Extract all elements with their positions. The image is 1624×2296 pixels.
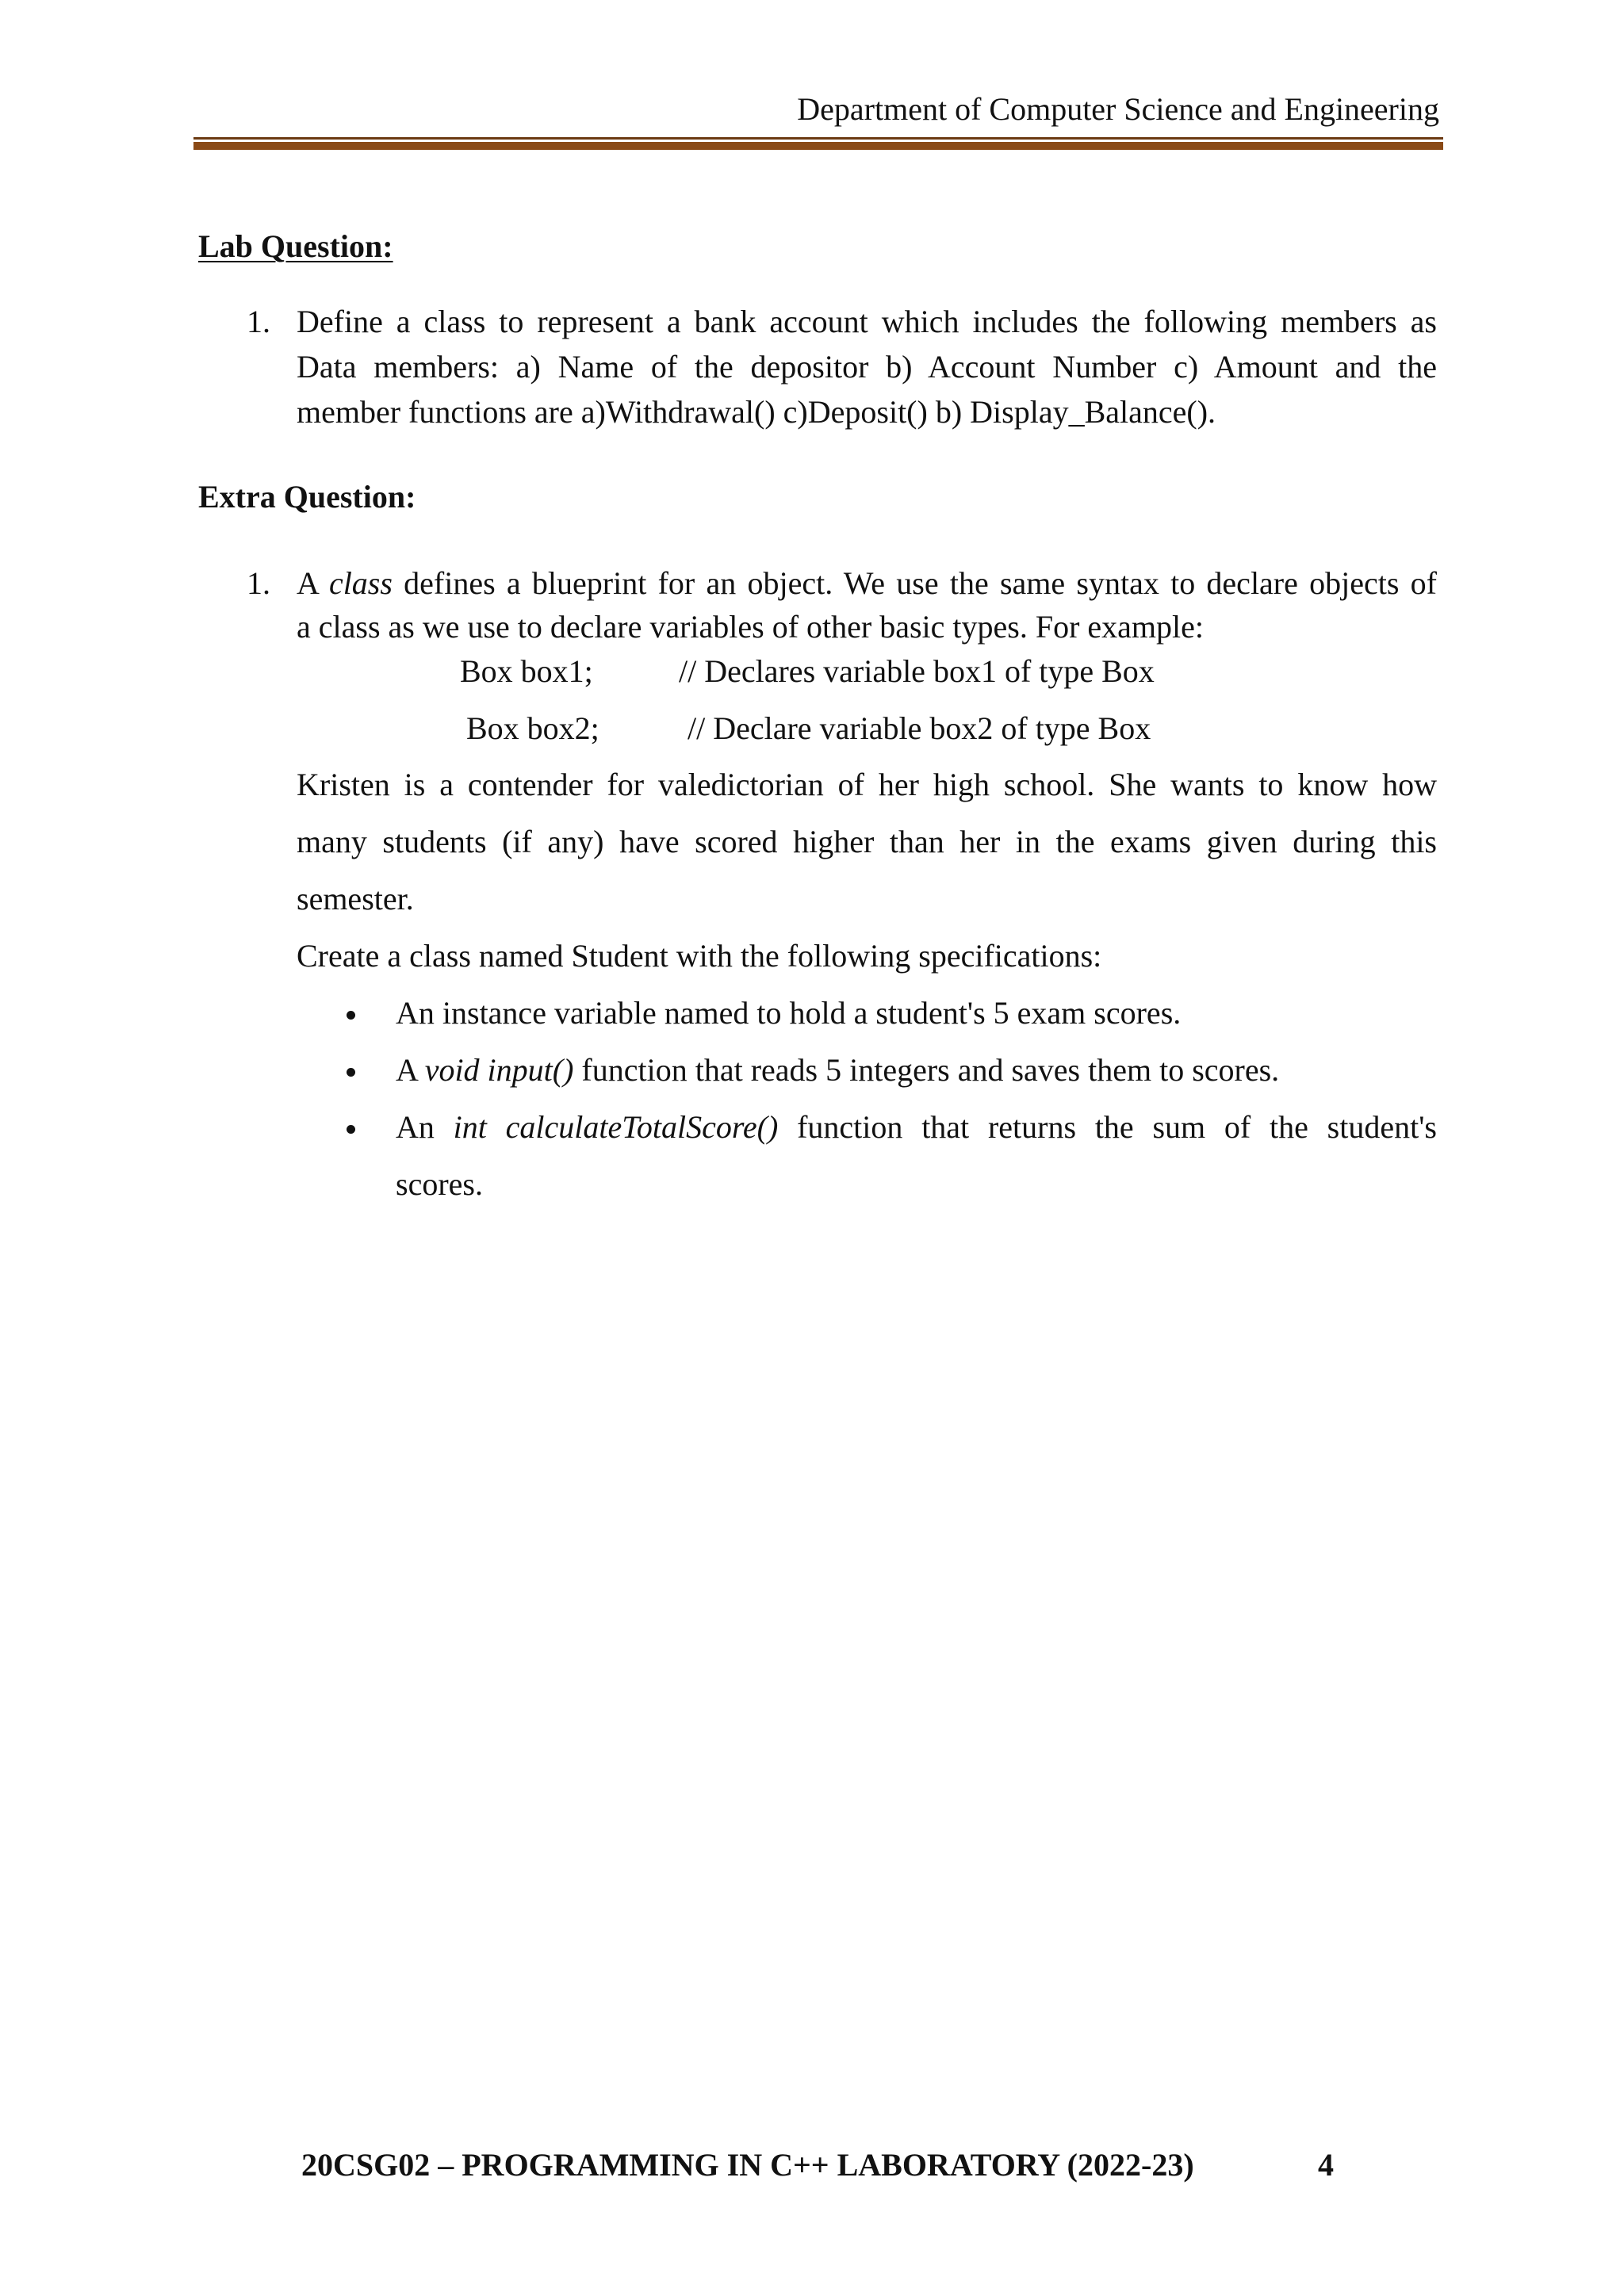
bullet-item-1: An instance variable named to hold a student's 5 exam scores. (396, 995, 1182, 1031)
calculate-total-score-function: int calculateTotalScore() (453, 1109, 779, 1145)
bullet-item-3-line-2: scores. (396, 1166, 483, 1202)
code-line-2-code: Box box2; (466, 710, 599, 746)
extra-question-heading: Extra Question: (198, 479, 416, 515)
bullet-item-2: A void input() function that reads 5 integers and saves them to scores. (396, 1052, 1280, 1088)
code-line-2-comment: // Declare variable box2 of type Box (688, 710, 1151, 746)
bullet-item-3-line-1: An int calculateTotalScore() function that returns the sum of the student's (396, 1109, 1438, 1145)
extra-item-number: 1. (247, 565, 270, 601)
bullet-dot (347, 1011, 355, 1020)
page-footer-course: 20CSG02 – PROGRAMMING IN C++ LABORATORY (2022-23) (301, 2147, 1194, 2183)
lab-item-line: Data members: a) Name of the depositor b) Account Number c) Amount and the (297, 349, 1437, 385)
page-header: Department of Computer Science and Engineering (797, 91, 1439, 127)
paragraph-line: semester. (297, 881, 414, 916)
class-keyword: class (328, 565, 393, 601)
page-number: 4 (1318, 2147, 1334, 2183)
void-input-function: void input() (424, 1052, 574, 1088)
header-rule-thick (193, 142, 1443, 150)
code-line-1-code: Box box1; (460, 653, 593, 689)
header-rule-thin (193, 137, 1443, 140)
code-line-1-comment: // Declares variable box1 of type Box (679, 653, 1155, 689)
extra-item-intro (297, 565, 1437, 645)
bullet-item-3 (396, 1109, 1438, 1202)
lab-item-text (297, 306, 1437, 428)
bullet-dot (347, 1068, 355, 1077)
lab-item-line: member functions are a)Withdrawal() c)Deposit() b) Display_Balance(). (297, 394, 1216, 430)
extra-intro-line-2: a class as we use to declare variables of other basic types. For example: (297, 609, 1205, 645)
lab-item-line: Define a class to represent a bank account which includes the following members as (297, 304, 1437, 339)
paragraph-line: Kristen is a contender for valedictorian of her high school. She wants to know how (297, 767, 1437, 802)
extra-intro-line-1: A class defines a blueprint for an object. We use the same syntax to declare objects of (297, 565, 1437, 601)
bullet-dot (347, 1125, 355, 1134)
create-class-line: Create a class named Student with the following specifications: (297, 938, 1102, 974)
kristen-paragraph (297, 769, 1437, 915)
lab-question-heading: Lab Question: (198, 228, 393, 264)
paragraph-line: many students (if any) have scored higher than her in the exams given during this (297, 824, 1437, 859)
lab-item-number: 1. (247, 304, 270, 339)
